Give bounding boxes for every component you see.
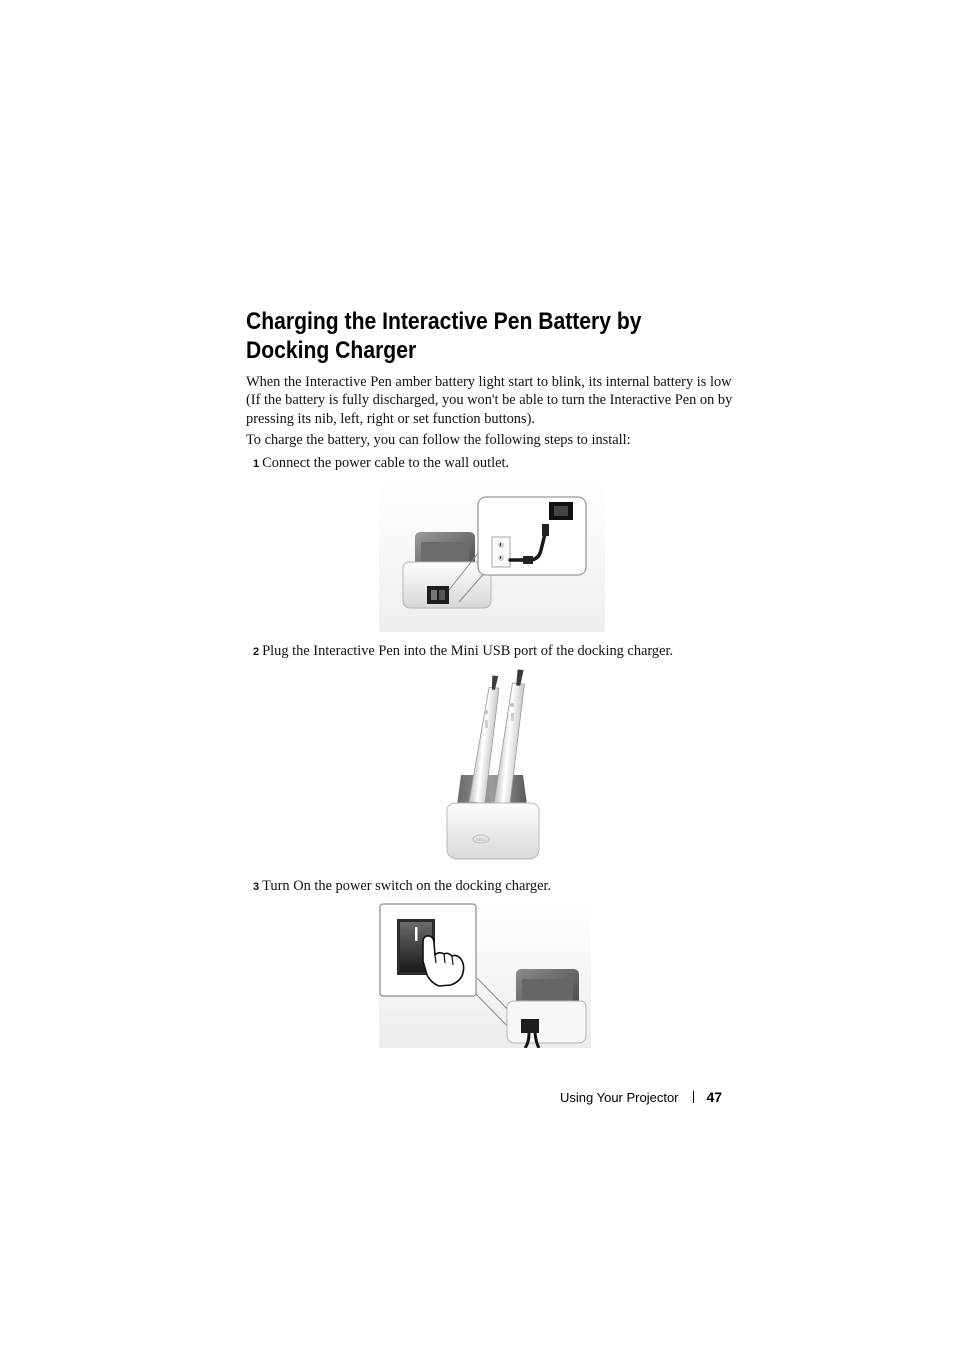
footer-section-title: Using Your Projector	[560, 1090, 679, 1105]
step-text: Plug the Interactive Pen into the Mini USB port of the docking charger.	[262, 643, 674, 659]
figure-power-switch	[379, 903, 591, 1048]
step-1	[253, 454, 773, 473]
page-heading	[246, 307, 704, 365]
intro-paragraph: When the Interactive Pen amber battery light start to blink, its internal battery is low (If the battery is fully discharged, you won't be able to turn the Interactive Pen on by pressing its nib, left, right or set function buttons).	[246, 374, 733, 427]
footer-separator	[693, 1091, 694, 1103]
step-number: 2	[253, 646, 260, 658]
figure-connect-power	[379, 482, 605, 632]
lead-paragraph: To charge the battery, you can follow the following steps to install:	[246, 432, 631, 448]
step-text: Turn On the power switch on the docking charger.	[262, 878, 552, 894]
heading-line-1: Charging the Interactive Pen Battery by	[246, 308, 642, 335]
step-number: 3	[253, 881, 260, 893]
heading-line-2: Docking Charger	[246, 337, 417, 364]
step-text: Connect the power cable to the wall outlet.	[262, 455, 510, 471]
wall-outlet-icon	[492, 537, 510, 567]
page-number: 47	[706, 1089, 723, 1105]
step-number: 1	[253, 458, 260, 470]
step-2	[253, 642, 773, 661]
dell-logo-text: DELL	[475, 837, 487, 842]
docking-charger-icon	[507, 969, 586, 1048]
page-footer	[560, 1089, 722, 1107]
step-3	[253, 877, 773, 896]
figure-pens-in-dock	[431, 665, 553, 867]
